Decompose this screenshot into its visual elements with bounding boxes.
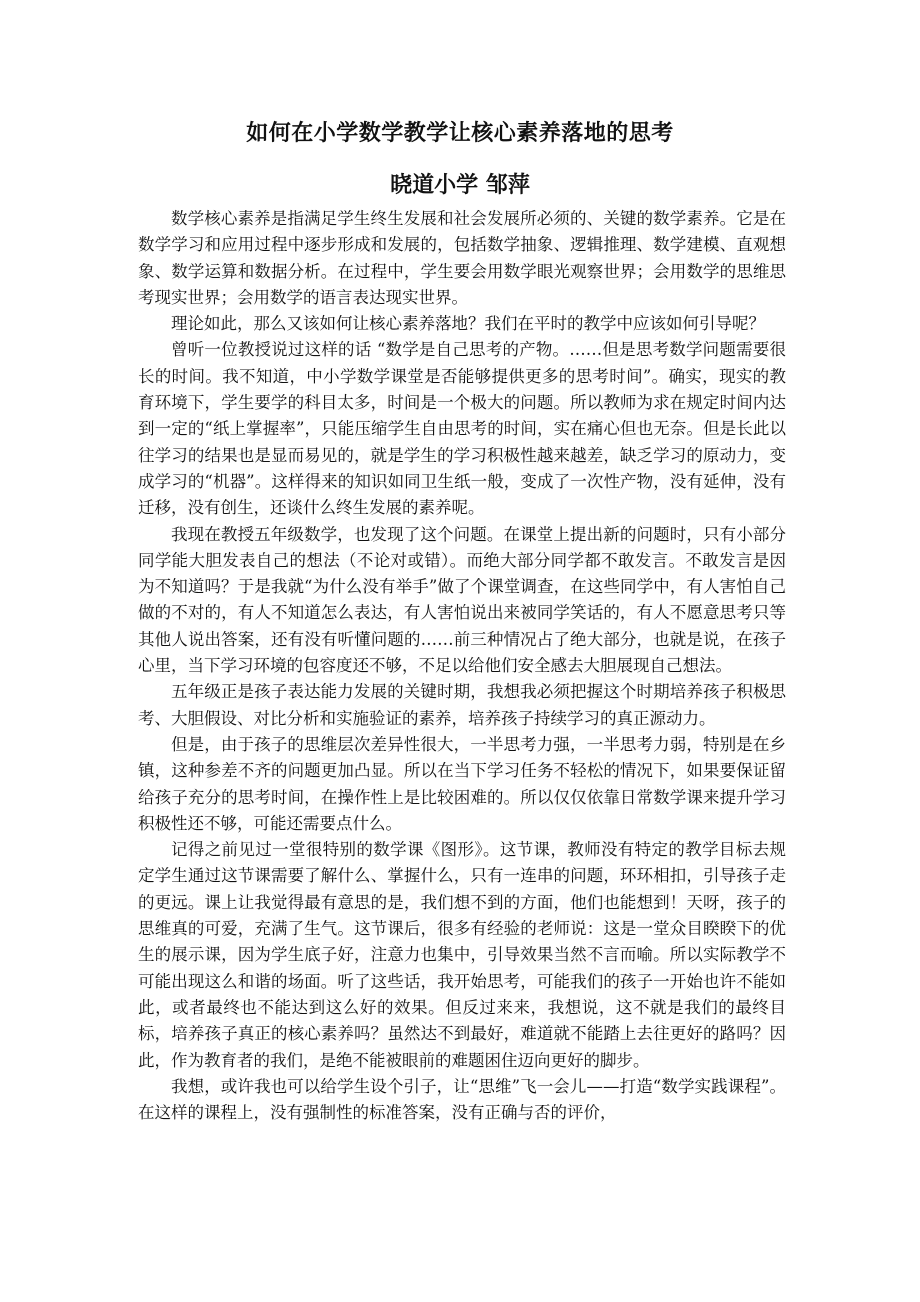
paragraph-2: 理论如此，那么又该如何让核心素养落地？我们在平时的教学中应该如何引导呢？ [171, 314, 765, 334]
paragraph-5: 五年级正是孩子表达能力发展的关键时期，我想我必须把握这个时期培养孩子积极思考、大胆假设、对比分析和实施验证的素养，培养孩子持续学习的真正源动力。 [138, 682, 786, 728]
paragraph-3: 曾听一位教授说过这样的话 “数学是自己思考的产物。……但是思考数学问题需要很长的时间。我不知道，中小学数学课堂是否能够提供更多的思考时间”。确实，现实的教育环境下，学生要学的科目太多，时间是一个极大的问题。所以教师为求在规定时间内达到一定的“纸上掌握率”，只能压缩学生自由思考的时间，实在痛心但也无奈。但是长此以往学习的结果也是显而易见的，就是学生的学习积极性越来越差，缺乏学习的原动力，变成学习的“机器”。这样得来的知识如同卫生纸一般，变成了一次性产物，没有延伸，没有迁移，没有创生，还谈什么终生发展的素养呢。 [138, 340, 786, 518]
document-body [138, 206, 786, 1126]
paragraph-6: 但是，由于孩子的思维层次差异性很大，一半思考力强，一半思考力弱，特别是在乡镇，这种参差不齐的问题更加凸显。所以在当下学习任务不轻松的情况下，如果要保证留给孩子充分的思考时间，在操作性上是比较困难的。所以仅仅依靠日常数学课来提升学习积极性还不够，可能还需要点什么。 [138, 734, 786, 833]
paragraph-7: 记得之前见过一堂很特别的数学课《图形》。这节课，教师没有特定的教学目标去规定学生通过这节课需要了解什么、掌握什么，只有一连串的问题，环环相扣，引导孩子走的更远。课上让我觉得最有意思的是，我们想不到的方面，他们也能想到！天呀，孩子的思维真的可爱，充满了生气。这节课后，很多有经验的老师说：这是一堂众目睽睽下的优生的展示课，因为学生底子好，注意力也集中，引导效果当然不言而喻。所以实际教学不可能出现这么和谐的场面。听了这些话，我开始思考，可能我们的孩子一开始也许不能如此，或者最终也不能达到这么好的效果。但反过来来，我想说，这不就是我们的最终目标，培养孩子真正的核心素养吗？虽然达不到最好，难道就不能踏上去往更好的路吗？因此，作为教育者的我们，是绝不能被眼前的难题困住迈向更好的脚步。 [138, 840, 786, 1070]
paragraph-1: 数学核心素养是指满足学生终生发展和社会发展所必须的、关键的数学素养。它是在数学学习和应用过程中逐步形成和发展的，包括数学抽象、逻辑推理、数学建模、直观想象、数学运算和数据分析。在过程中，学生要会用数学眼光观察世界；会用数学的思维思考现实世界；会用数学的语言表达现实世界。 [138, 209, 786, 307]
paragraph-4: 我现在教授五年级数学，也发现了这个问题。在课堂上提出新的问题时，只有小部分同学能大胆发表自己的想法（不论对或错）。而绝大部分同学都不敢发言。不敢发言是因为不知道吗？于是我就“为什么没有举手”做了个课堂调查，在这些同学中，有人害怕自己做的不对的，有人不知道怎么表达，有人害怕说出来被同学笑话的，有人不愿意思考只等其他人说出答案，还有没有听懂问题的……前三种情况占了绝大部分，也就是说，在孩子心里，当下学习环境的包容度还不够，不足以给他们安全感去大胆展现自己想法。 [138, 524, 786, 676]
document-author: 晓道小学 邹萍 [390, 172, 530, 198]
paragraph-8: 我想，或许我也可以给学生设个引子，让“思维”飞一会儿——打造“数学实践课程”。在这样的课程上，没有强制性的标准答案，没有正确与否的评价， [138, 1076, 786, 1123]
document-title: 如何在小学数学教学让核心素养落地的思考 [246, 120, 674, 146]
